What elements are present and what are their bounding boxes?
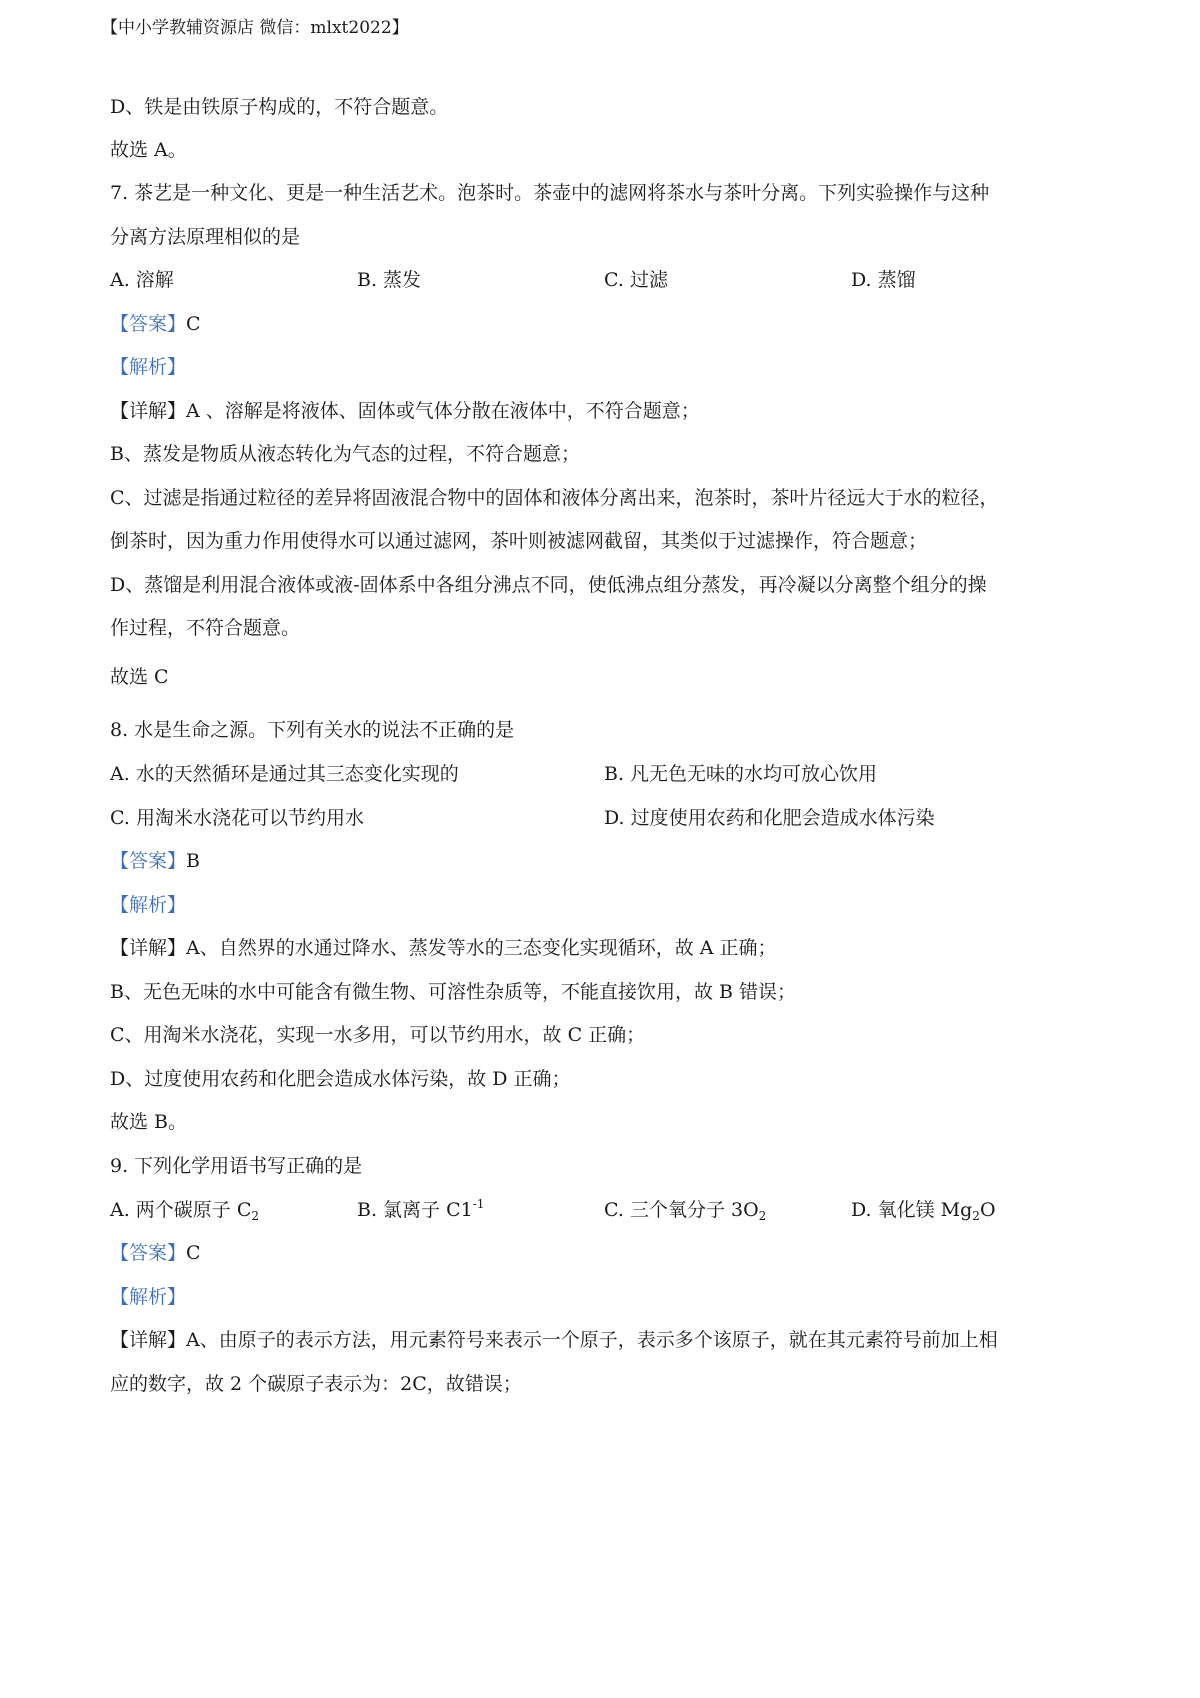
q8-detail-d: D、过度使用农药和化肥会造成水体污染，故 D 正确； [110,1068,571,1090]
detail-text: A 、溶解是将液体、固体或气体分散在液体中，不符合题意； [186,400,700,422]
detail-tag: 【详解】 [110,400,187,422]
q7-option-b: B. 蒸发 [357,269,422,291]
q6-option-d-explanation: D、铁是由铁原子构成的，不符合题意。 [110,96,449,118]
q8-conclusion: 故选 B。 [110,1111,188,1133]
q8-option-b: B. 凡无色无味的水均可放心饮用 [604,763,878,785]
q9-stem: 9. 下列化学用语书写正确的是 [110,1155,363,1177]
q7-answer [110,310,201,338]
superscript: -1 [472,1197,485,1211]
answer-tag: 【答案】 [110,313,187,335]
q7-option-c: C. 过滤 [604,269,668,291]
detail-tag: 【详解】 [110,1329,187,1351]
detail-text: A、自然界的水通过降水、蒸发等水的三态变化实现循环，故 A 正确； [186,937,777,959]
answer-tag: 【答案】 [110,850,187,872]
q8-analysis-tag: 【解析】 [110,894,187,916]
q7-detail-d-line-1: D、蒸馏是利用混合液体或液-固体系中各组分沸点不同，使低沸点组分蒸发，再冷凝以分离整个组分的操 [110,574,987,596]
q9-analysis-tag: 【解析】 [110,1286,187,1308]
answer-tag: 【答案】 [110,1242,187,1264]
q7-detail-c-line-1: C、过滤是指通过粒径的差异将固液混合物中的固体和液体分离出来，泡茶时，茶叶片径远大于水的粒径， [110,487,999,509]
q7-option-a: A. 溶解 [110,269,174,291]
q7-conclusion: 故选 C [110,666,169,688]
q8-option-a: A. 水的天然循环是通过其三态变化实现的 [110,763,459,785]
q6-conclusion: 故选 A。 [110,139,187,161]
q7-stem-line-1: 7. 茶艺是一种文化、更是一种生活艺术。泡茶时。茶壶中的滤网将茶水与茶叶分离。下列实验操作与这种 [110,182,990,204]
answer-value: C [186,313,201,335]
page-header: 【中小学教辅资源店 微信：mlxt2022】 [101,18,409,38]
option-text-tail: O [979,1199,996,1221]
answer-value: C [186,1242,201,1264]
subscript: 2 [972,1209,980,1223]
q9-option-c [604,1196,766,1224]
q7-analysis-tag: 【解析】 [110,356,187,378]
detail-text: A、由原子的表示方法，用元素符号来表示一个原子，表示多个该原子，就在其元素符号前加上相 [186,1329,998,1351]
q7-detail-c-line-2: 倒茶时，因为重力作用使得水可以通过滤网，茶叶则被滤网截留，其类似于过滤操作，符合题意； [110,530,928,552]
option-text: A. 两个碳原子 C [110,1199,252,1221]
subscript: 2 [251,1209,260,1223]
option-text: D. 氧化镁 Mg [851,1199,973,1221]
option-text: C. 三个氧分子 3O [604,1199,759,1221]
q7-detail-d-line-2: 作过程，不符合题意。 [110,617,301,639]
q8-stem: 8. 水是生命之源。下列有关水的说法不正确的是 [110,719,515,741]
q8-detail-a [110,934,777,962]
option-text: B. 氯离子 C1 [357,1199,473,1221]
q7-detail-a [110,397,700,425]
q9-option-b [357,1196,484,1224]
q9-answer [110,1239,201,1267]
q8-option-c: C. 用淘米水浇花可以节约用水 [110,807,364,829]
q9-option-a [110,1196,259,1224]
q7-stem-line-2: 分离方法原理相似的是 [110,226,301,248]
q9-option-d [851,1196,996,1224]
answer-value: B [186,850,200,872]
q8-answer [110,847,200,875]
q8-detail-c: C、用淘米水浇花，实现一水多用，可以节约用水，故 C 正确； [110,1024,646,1046]
detail-tag: 【详解】 [110,937,187,959]
q9-detail-a-line-2: 应的数字，故 2 个碳原子表示为：2C，故错误； [110,1373,522,1395]
q8-detail-b: B、无色无味的水中可能含有微生物、可溶性杂质等，不能直接饮用，故 B 错误； [110,981,797,1003]
q9-detail-a-line-1 [110,1326,998,1354]
q7-detail-b: B、蒸发是物质从液态转化为气态的过程，不符合题意； [110,443,580,465]
q7-option-d: D. 蒸馏 [851,269,916,291]
subscript: 2 [758,1209,767,1223]
q8-option-d: D. 过度使用农药和化肥会造成水体污染 [604,807,935,829]
